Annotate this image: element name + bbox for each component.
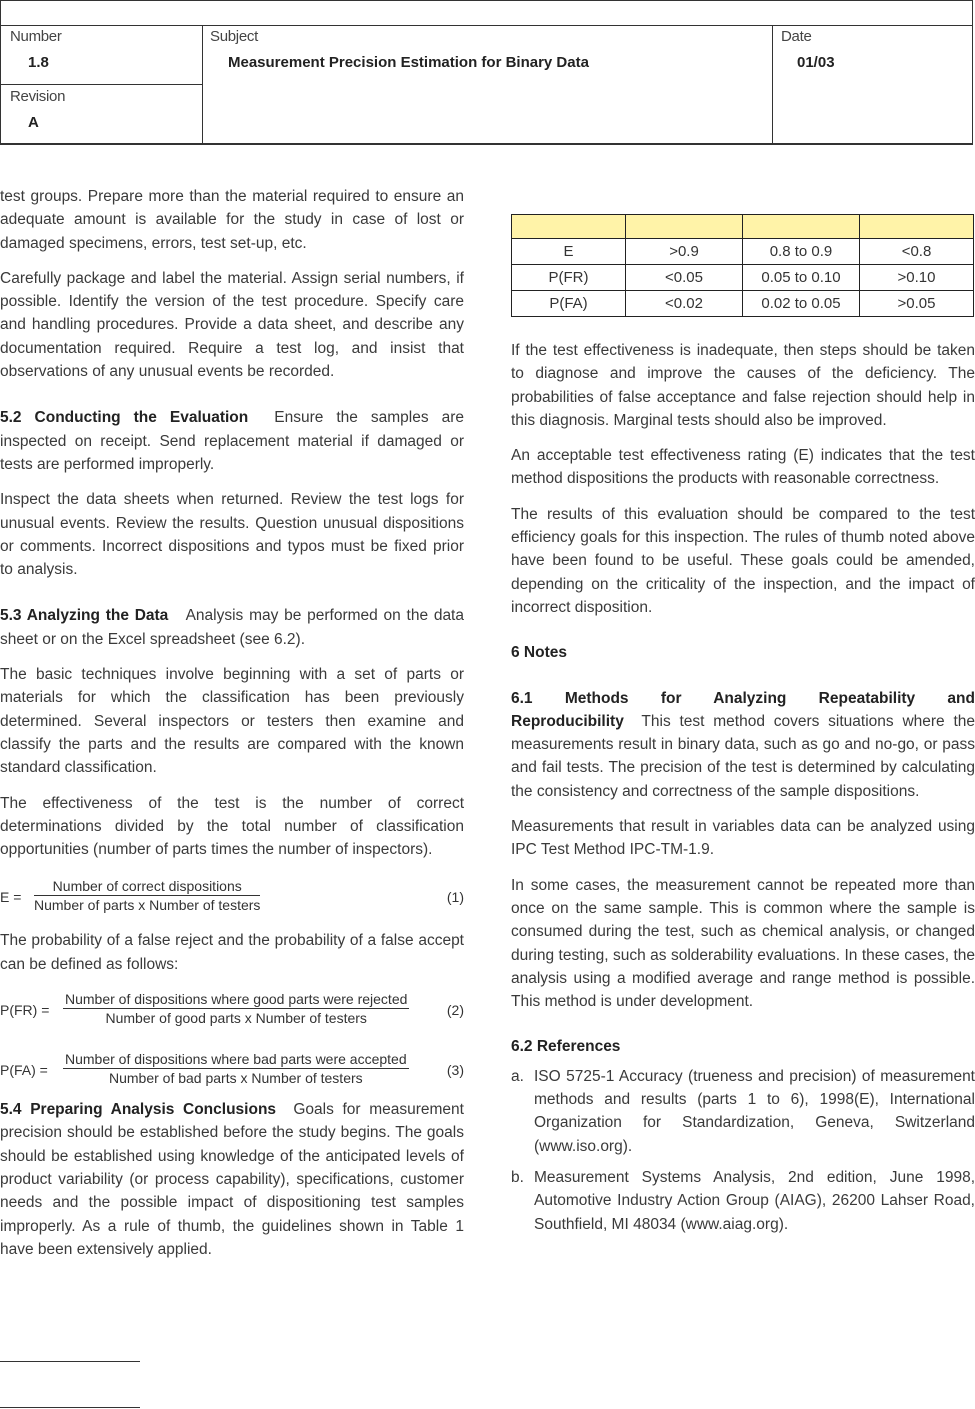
section-6-heading: 6 Notes <box>511 644 567 662</box>
section-6-2-heading: 6.2 References <box>511 1038 621 1056</box>
section-text: Goals for measurement precision should be established before the study begins. The goals should be established using knowledge of the anticipated levels of product variability (or process capability), specifications, customer needs and the possible impact of dispositioning test samples improperly. As a rule of thumb, the guidelines shown in Table 1 have been extensively applied. <box>0 1101 464 1258</box>
table-header-row <box>512 215 974 239</box>
denominator: Number of good parts x Number of testers <box>105 1010 367 1027</box>
paragraph: The results of this evaluation should be compared to the test efficiency goals for this inspection. The rules of thumb noted above have been found to be useful. These goals could be amended, depending on the criticality of the inspection, and the impact of incorrect disposition. <box>511 505 975 616</box>
section-6-1 <box>511 687 975 803</box>
document-header <box>0 0 973 145</box>
table-cell: >0.10 <box>860 265 974 291</box>
section-text: This test method covers situations where the measurements result in binary data, such as go and no-go, or pass and fail tests. The precision of the test is determined by calculating the consistency and correctness of the sample dispositions. <box>511 712 975 800</box>
table-header-cell <box>743 215 860 239</box>
section-text: Ensure the samples are inspected on receipt. Send replacement material if damaged or tests are performed improperly. <box>0 409 464 473</box>
table-cell: 0.8 to 0.9 <box>743 239 860 265</box>
paragraph: In some cases, the measurement cannot be repeated more than once on the same sample. This is common where the sample is consumed during the test, such as chemical analysis, or changed during testing, such as solderability evaluations. In these cases, the analysis using a modified average and range method is possible. This method is under development. <box>511 876 975 1011</box>
paragraph: test groups. Prepare more than the material required to ensure an adequate amount is available for the study in case of lost or damaged specimens, errors, test set-up, etc. <box>0 188 464 252</box>
table-cell: >0.05 <box>860 291 974 317</box>
paragraph: Measurements that result in variables data can be analyzed using IPC Test Method IPC-TM-1.9. <box>511 818 975 859</box>
table-row <box>512 291 974 317</box>
table-cell: E <box>512 239 626 265</box>
footnote-rule <box>0 1407 140 1408</box>
denominator: Number of bad parts x Number of testers <box>108 1070 363 1087</box>
table-header-cell <box>860 215 974 239</box>
date-cell <box>773 25 973 144</box>
goals-table <box>511 214 974 317</box>
equation-2 <box>0 990 464 1028</box>
numerator: Number of dispositions where good parts were rejected <box>65 991 408 1008</box>
table-cell: 0.02 to 0.05 <box>743 291 860 317</box>
equation-fraction <box>63 990 409 1027</box>
equation-number: (3) <box>446 1062 464 1079</box>
equation-lhs: P(FR) = <box>0 1002 50 1019</box>
revision-label: Revision <box>10 88 66 105</box>
paragraph: Inspect the data sheets when returned. Review the test logs for unusual events. Review the results. Question unusual dispositions or comments. Incorrect dispositions and typos must be fixed prior to analysis. <box>0 491 464 579</box>
section-5-2 <box>0 406 464 476</box>
reference-marker: a. <box>511 1067 524 1085</box>
reference-marker: b. <box>511 1168 524 1186</box>
references-list <box>511 1065 975 1236</box>
table-header-cell <box>626 215 743 239</box>
table-row <box>512 265 974 291</box>
table-cell: >0.9 <box>626 239 743 265</box>
equation-lhs: P(FA) = <box>0 1062 48 1079</box>
equation-3 <box>0 1050 464 1088</box>
section-heading: 5.3 Analyzing the Data <box>0 607 169 625</box>
section-heading: 5.4 Preparing Analysis Conclusions <box>0 1101 277 1119</box>
equation-fraction <box>63 1050 409 1087</box>
table-cell: 0.05 to 0.10 <box>743 265 860 291</box>
table-cell: P(FR) <box>512 265 626 291</box>
reference-item <box>511 1065 975 1158</box>
reference-text: Measurement Systems Analysis, 2nd edition, June 1998, Automotive Industry Action Group (AIAG), 26200 Lahser Road, Southfield, MI 48034 (www.aiag.org). <box>534 1168 975 1233</box>
table-row <box>512 239 974 265</box>
table-cell: <0.05 <box>626 265 743 291</box>
reference-text: ISO 5725-1 Accuracy (trueness and precision) of measurement methods and results (parts 1 to 6), 1998(E), International Organization for Standardization, Geneva, Switzerland (www.iso.org). <box>534 1067 975 1155</box>
table-cell: P(FA) <box>512 291 626 317</box>
paragraph: An acceptable test effectiveness rating (E) indicates that the test method dispositions the products with reasonable correctness. <box>511 447 975 488</box>
section-text: Analysis may be performed on the data sheet or on the Excel spreadsheet (see 6.2). <box>0 607 464 648</box>
paragraph: The effectiveness of the test is the number of correct determinations divided by the total number of classification opportunities (number of parts times the number of inspectors). <box>0 794 464 859</box>
paragraph: The basic techniques involve beginning with a set of parts or materials for which the classification has been previously determined. Several inspectors or testers then examine and classify the parts and the results are compared with the known standard classification. <box>0 666 464 777</box>
subject-label: Subject <box>210 28 258 45</box>
revision-value: A <box>28 114 39 131</box>
paragraph: Carefully package and label the material. Assign serial numbers, if possible. Identify the version of the test procedure. Specify care and handling procedures. Provide a data sheet, and describe any documentation required. Require a test log, and insist that observations of any unusual events be recorded. <box>0 269 464 381</box>
table-cell: <0.8 <box>860 239 974 265</box>
section-5-4 <box>0 1098 464 1261</box>
equation-number: (2) <box>446 1002 464 1019</box>
right-column <box>511 214 975 1244</box>
subject-cell <box>203 25 773 144</box>
equation-fraction <box>34 877 260 914</box>
section-heading: 6.1 Methods for Analyzing Repeatability and Reproducibility <box>511 689 975 730</box>
equation-1 <box>0 877 464 915</box>
date-label: Date <box>781 28 812 45</box>
left-column <box>0 185 464 1273</box>
equation-number: (1) <box>446 889 464 906</box>
header-top-band <box>1 1 972 26</box>
reference-item <box>511 1166 975 1236</box>
denominator: Number of parts x Number of testers <box>34 897 261 914</box>
table-header-cell <box>512 215 626 239</box>
table-cell: <0.02 <box>626 291 743 317</box>
numerator: Number of correct dispositions <box>34 877 260 896</box>
revision-cell <box>1 85 203 144</box>
footnote-rule <box>0 1361 140 1362</box>
equation-lhs: E = <box>0 889 22 906</box>
number-label: Number <box>10 28 62 45</box>
number-value: 1.8 <box>28 54 49 71</box>
paragraph: The probability of a false reject and the probability of a false accept can be defined as follows: <box>0 932 464 973</box>
numerator: Number of dispositions where bad parts were accepted <box>65 1051 407 1068</box>
subject-value: Measurement Precision Estimation for Binary Data <box>228 54 589 71</box>
section-5-3 <box>0 604 464 651</box>
section-heading: 5.2 Conducting the Evaluation <box>0 409 249 427</box>
paragraph: If the test effectiveness is inadequate, then steps should be taken to diagnose and improve the causes of the deficiency. The probabilities of false acceptance and false rejection should help in this diagnosis. Marginal tests should also be improved. <box>511 342 975 429</box>
date-value: 01/03 <box>797 54 835 71</box>
number-cell <box>1 25 203 85</box>
